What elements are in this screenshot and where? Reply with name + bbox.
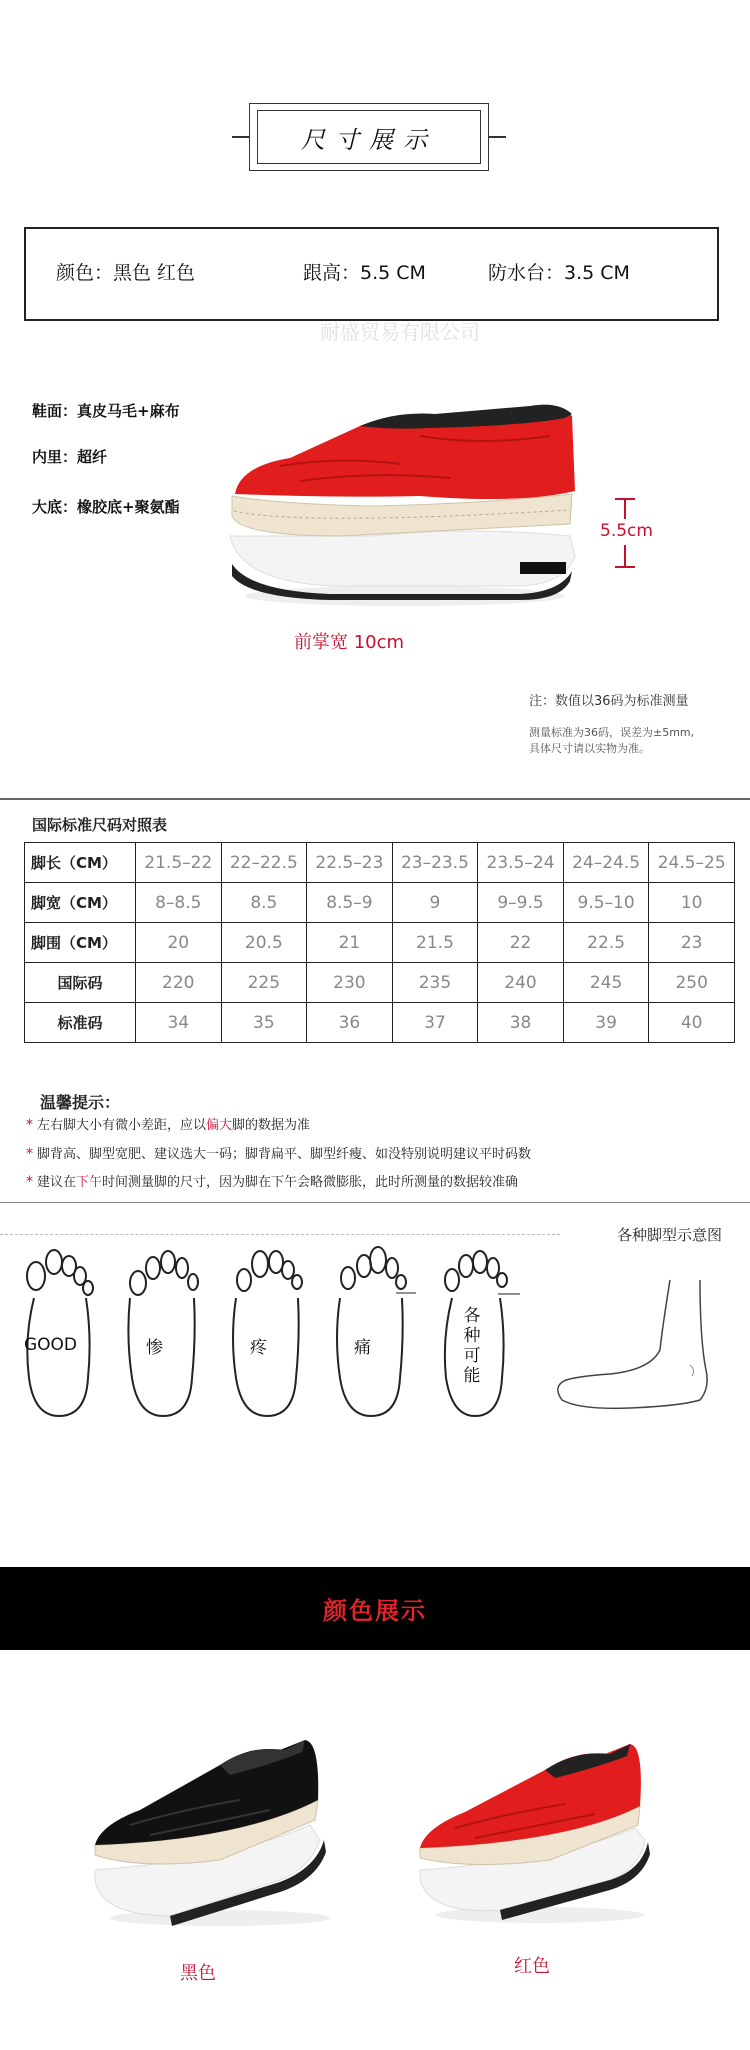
foot-outline-bad-2 — [222, 1238, 312, 1418]
measure-note-detail — [529, 725, 694, 757]
forefoot-width-label: 前掌宽 10cm — [294, 632, 405, 653]
measure-note: 注：数值以36码为标准测量 — [529, 694, 689, 709]
row-header: 标准码 — [25, 1003, 136, 1043]
foot-outline-bad-3 — [326, 1238, 416, 1418]
table-cell: 8.5 — [221, 883, 307, 923]
table-cell: 24.5–25 — [649, 843, 735, 883]
table-cell: 39 — [563, 1003, 649, 1043]
row-header: 脚长（CM） — [25, 843, 136, 883]
asterisk-icon: * — [26, 1117, 33, 1133]
table-cell: 34 — [136, 1003, 222, 1043]
material-lining: 内里：超纤 — [32, 448, 108, 466]
table-cell: 9 — [392, 883, 478, 923]
asterisk-icon: * — [26, 1146, 33, 1162]
table-cell: 24–24.5 — [563, 843, 649, 883]
table-cell: 21 — [307, 923, 393, 963]
table-cell: 22–22.5 — [221, 843, 307, 883]
tip-3-text-a: 建议在 — [37, 1175, 77, 1190]
size-table-title: 国际标准尺码对照表 — [32, 816, 168, 834]
table-row — [25, 843, 735, 883]
spec-color: 颜色：黑色 红色 — [56, 262, 196, 284]
divider-top — [0, 798, 750, 800]
measure-note-line2: 测量标准为36码，误差为±5mm, — [529, 726, 695, 739]
table-cell: 37 — [392, 1003, 478, 1043]
tip-2 — [26, 1143, 531, 1162]
dashed-guide-line — [0, 1234, 560, 1235]
material-sole: 大底：橡胶底+聚氨酯 — [32, 498, 180, 516]
tips-title: 温馨提示： — [40, 1093, 121, 1112]
table-row — [25, 1003, 735, 1043]
tip-3 — [26, 1171, 518, 1190]
tip-3-text-b: 时间测量脚的尺寸，因为脚在下午会略微膨胀，此时所测量的数据较准确 — [102, 1175, 519, 1190]
tip-3-highlight: 下午 — [76, 1175, 103, 1190]
table-cell: 20 — [136, 923, 222, 963]
foot-label-bad-1: 惨 — [146, 1338, 163, 1358]
title-deco-right — [488, 136, 506, 138]
table-cell: 235 — [392, 963, 478, 1003]
size-table — [24, 842, 735, 1043]
measure-note-line3: 具体尺寸请以实物为准。 — [529, 742, 650, 755]
table-cell: 245 — [563, 963, 649, 1003]
spec-heel: 跟高：5.5 CM — [303, 262, 426, 284]
table-cell: 220 — [136, 963, 222, 1003]
table-cell: 230 — [307, 963, 393, 1003]
tip-1-text-b: 脚的数据为准 — [232, 1118, 311, 1133]
table-cell: 36 — [307, 1003, 393, 1043]
page-title: 尺寸展示 — [301, 125, 437, 154]
watermark: 耐盛贸易有限公司 — [320, 320, 480, 344]
table-cell: 38 — [478, 1003, 564, 1043]
asterisk-icon: * — [26, 1174, 33, 1190]
table-cell: 23.5–24 — [478, 843, 564, 883]
spec-platform: 防水台：3.5 CM — [488, 262, 630, 284]
shoe-red-side-image — [220, 386, 580, 616]
table-cell: 23 — [649, 923, 735, 963]
table-cell: 40 — [649, 1003, 735, 1043]
divider-tips — [0, 1202, 750, 1203]
table-cell: 22.5–23 — [307, 843, 393, 883]
tip-1 — [26, 1114, 310, 1133]
material-upper: 鞋面：真皮马毛+麻布 — [32, 402, 180, 420]
table-row — [25, 963, 735, 1003]
row-header: 脚宽（CM） — [25, 883, 136, 923]
table-cell: 22.5 — [563, 923, 649, 963]
foot-label-good: GOOD — [24, 1335, 78, 1355]
table-cell: 21.5 — [392, 923, 478, 963]
foot-label-bad-3: 痛 — [354, 1338, 371, 1358]
color-section-title: 颜色展示 — [323, 1597, 427, 1625]
table-cell: 9.5–10 — [563, 883, 649, 923]
foot-label-bad-2: 疼 — [250, 1338, 267, 1358]
tip-1-highlight: 偏大 — [206, 1118, 233, 1133]
shoe-black-image — [80, 1730, 340, 1930]
table-cell: 22 — [478, 923, 564, 963]
table-cell: 9–9.5 — [478, 883, 564, 923]
row-header: 脚围（CM） — [25, 923, 136, 963]
table-cell: 8–8.5 — [136, 883, 222, 923]
table-cell: 23–23.5 — [392, 843, 478, 883]
foot-outline-bad-1 — [118, 1238, 208, 1418]
table-cell: 225 — [221, 963, 307, 1003]
tip-2-text: 脚背高、脚型宽肥、建议选大一码；脚背扁平、脚型纤瘦、如没特别说明建议平时码数 — [37, 1147, 532, 1162]
heel-height-label: 5.5cm — [600, 521, 653, 541]
foot-outline-good — [14, 1238, 104, 1418]
table-cell: 8.5–9 — [307, 883, 393, 923]
table-cell: 240 — [478, 963, 564, 1003]
side-foot-outline — [550, 1270, 720, 1420]
foot-label-other: 各种可能 — [463, 1306, 481, 1386]
table-cell: 10 — [649, 883, 735, 923]
title-deco-left — [232, 136, 250, 138]
table-row — [25, 923, 735, 963]
table-cell: 35 — [221, 1003, 307, 1043]
shoe-red-image — [410, 1730, 660, 1930]
tip-1-text-a: 左右脚大小有微小差距，应以 — [37, 1118, 207, 1133]
table-cell: 20.5 — [221, 923, 307, 963]
table-cell: 250 — [649, 963, 735, 1003]
color-label-black: 黑色 — [180, 1963, 216, 1984]
table-row — [25, 883, 735, 923]
foot-types-title: 各种脚型示意图 — [617, 1226, 723, 1244]
table-cell: 21.5–22 — [136, 843, 222, 883]
color-label-red: 红色 — [514, 1956, 550, 1977]
row-header: 国际码 — [25, 963, 136, 1003]
